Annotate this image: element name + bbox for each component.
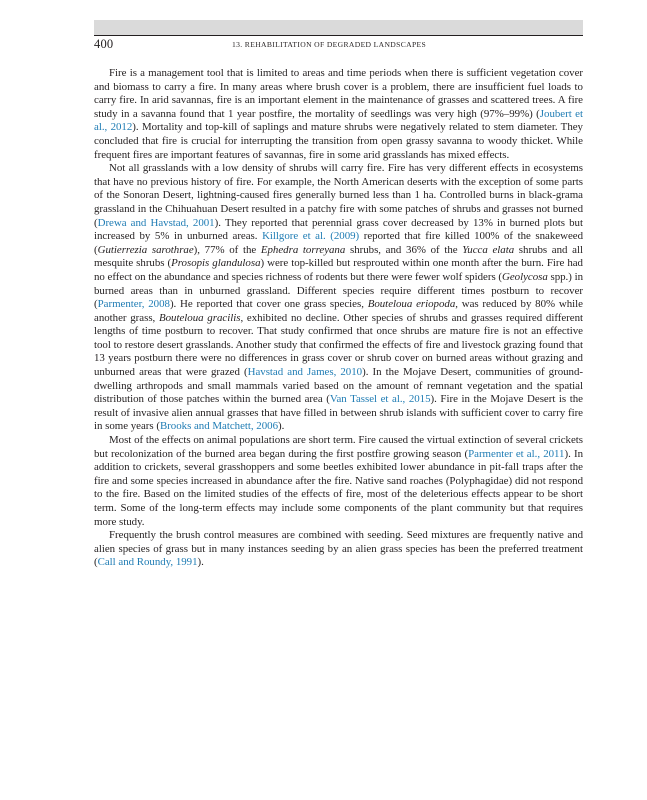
citation-link[interactable]: Parmenter et al., 2011 xyxy=(468,447,565,460)
page-number: 400 xyxy=(94,37,114,51)
header-rule xyxy=(94,35,583,36)
citation-link[interactable]: Van Tassel et al., 2015 xyxy=(329,393,431,406)
paragraph-3: Most of the effects on animal populations are short term. Fire caused the virtual extinction of several crickets but recolonization of the burned area began during the first postfire growing season (Parmenter et al., 2011). In addition to crickets, several grasshoppers and some beetles exhibited lower abundance in pit-fall traps after the fire and some species increased in abundance after the fire. Native sand roaches (Polyphagidae) did not respond to the fire. Based on the limited studies of the effects of fire, most of the deleterious effects appear to be short term. Some of the long-term effects may include some components of the plant community but that requires more study. xyxy=(94,434,584,528)
citation-link[interactable]: Parmenter, 2008 xyxy=(97,298,170,311)
citation-link[interactable]: Call and Roundy, 1991 xyxy=(97,556,198,569)
citation-link[interactable]: Joubert et al., 2012 xyxy=(94,107,583,134)
paragraph-4: Frequently the brush control measures are combined with seeding. Seed mixtures are frequently native and alien species of grass but in many instances seeding by an alien grass species has been the preferred treatment (Call and Roundy, 1991). xyxy=(94,529,583,569)
species-name: Yucca elata xyxy=(462,243,515,256)
species-name: Geolycosa xyxy=(501,270,548,283)
citation-link[interactable]: Killgore et al. (2009) xyxy=(262,230,360,243)
citation-link[interactable]: Drewa and Havstad, 2001 xyxy=(97,216,215,229)
species-name: Prosopis glandulosa xyxy=(171,257,261,270)
species-name: Bouteloua gracilis xyxy=(158,311,241,324)
species-name: Ephedra torreyana xyxy=(260,243,346,256)
running-head-title: 13. REHABILITATION OF DEGRADED LANDSCAPES xyxy=(232,40,427,49)
paragraph-1: Fire is a management tool that is limited to areas and time periods when there is sufficient vegetation cover and biomass to carry a fire. In many areas where brush cover is a problem, there are insufficient fuel loads to carry fire. In arid savannas, fire is an important element in the maintenance of grasses and scattered trees. A fire study in a savanna found that 1 year postfire, the mortality of seedlings was very high (97%–99%) (Joubert et al., 2012). Mortality and top-kill of saplings and mature shrubs were negatively related to stem diameter. They concluded that fire is crucial for interrupting the transition from open grassy savanna to woody thicket. While frequent fires are important features of savannas, fire in some arid grasslands has mixed effects. xyxy=(94,67,583,161)
species-name: Gutierrezia sarothrae xyxy=(97,243,194,256)
species-name: Bouteloua eriopoda xyxy=(367,298,456,311)
paragraph-2: Not all grasslands with a low density of shrubs will carry fire. Fire has very different effects in ecosystems that have no previous history of fire. For example, the North American deserts with the exception of some parts of the Sonoran Desert, lightning-caused fires generally burned less than 1 ha. Controlled burns in black-grama grassland in the Chihuahuan Desert resulted in a patchy fire with some patches of shrubs and grasses not burned (Drewa and Havstad, 2001). They reported that perennial grass cover decreased by 13% in burned plots but increased by 5% in unburned areas. Killgore et al. (2009) reported that fire killed 100% of the snakeweed (Gutierrezia sarothrae), 77% of the Ephedra torreyana shrubs, and 36% of the Yucca elata shrubs and all mesquite shrubs (Prosopis glandulosa) were top-killed but resprouted within one month after the burn. Fire had no effect on the abundance and species richness of rodents but there were fewer wolf spiders (Geolycosa spp.) in burned areas than in unburned grassland. Different species require different times postburn to recover (Parmenter, 2008). He reported that cover one grass species, Bouteloua eriopoda, was reduced by 80% while another grass, Bouteloua gracilis, exhibited no decline. Other species of shrubs and grasses required different lengths of time postburn to recover. That study confirmed that once shrubs are mature fire is not an effective tool to restore desert grasslands. Another study that confirmed the effects of fire and livestock grazing found that 13 years postburn there were no differences in grass cover or shrub cover on burned areas without grazing and unburned areas that were grazed (Havstad and James, 2010). In the Mojave Desert, communities of ground-dwelling arthropods and small mammals varied based on the amount of remnant vegetation and the spatial distribution of those patches within the burned area (Van Tassel et al., 2015). Fire in the Mojave Desert is the result of invasive alien annual grasses that have filled in between shrub islands with sufficient cover to carry fire in some years (Brooks and Matchett, 2006). xyxy=(94,162,584,433)
citation-link[interactable]: Brooks and Matchett, 2006 xyxy=(159,420,279,433)
body-text xyxy=(94,67,583,570)
running-header-band xyxy=(94,20,583,35)
citation-link[interactable]: Havstad and James, 2010 xyxy=(247,366,363,379)
